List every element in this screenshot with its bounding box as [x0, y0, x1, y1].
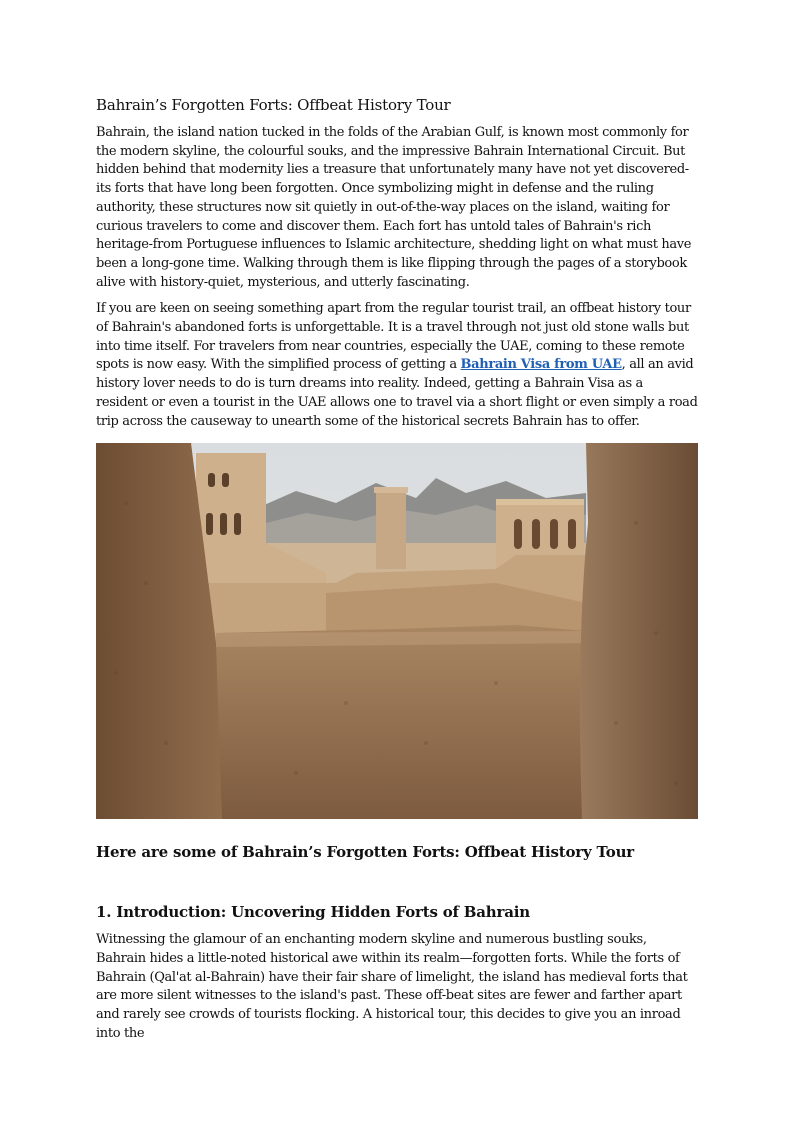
intro-paragraph: Bahrain, the island nation tucked in the folds of the Arabian Gulf, is known most commonly for the modern skyline, the colourful souks, and the impressive Bahrain International Circuit. But hidden behind that modernity lies a treasure that unfortunately many have not yet discovered-its forts that have long been forgotten. Once symbolizing might in defense and the ruling authority, these structures now sit quietly in out-of-the-way places on the island, waiting for curious travelers to come and discover them. Each fort has untold tales of Bahrain's rich heritage-from Portuguese influences to Islamic architecture, shedding light on what must have been a long-gone time. Walking through them is like flipping through the pages of a storybook alive with history-quiet, mysterious, and utterly fascinating. [96, 125, 692, 290]
bahrain-visa-link[interactable]: Bahrain Visa from UAE [460, 357, 622, 373]
introduction-paragraph: Witnessing the glamour of an enchanting modern skyline and numerous bustling souks, Bahrain hides a little-noted historical awe within its realm—forgotten forts. While the forts of Bahrain (Qal'at al-Bahrain) have their fair share of limelight, the island has medieval forts that are more silent witnesses to the island's past. These off-beat sites are fewer and farther apart and rarely see crowds of tourists flocking. A historical tour, this decides to give you an inroad into the [96, 932, 688, 1041]
visa-paragraph [96, 300, 698, 431]
subsection-heading: 1. Introduction: Uncovering Hidden Forts of Bahrain [96, 903, 530, 922]
visa-paragraph-text-after: , all an avid history lover needs to do is turn dreams into reality. Indeed, getting a Bahrain Visa as a resident or even a tourist in the UAE allows one to travel via a short flight or even simply a road trip across the causeway to unearth some of the historical secrets Bahrain has to offer. [96, 357, 698, 429]
fort-photo [96, 443, 698, 819]
visa-paragraph-text-before: If you are keen on seeing something apart from the regular tourist trail, an offbeat history tour of Bahrain's abandoned forts is unforgettable. It is a travel through not just old stone walls but into time itself. For travelers from near countries, especially the UAE, coming to these remote spots is now easy. With the simplified process of getting a [96, 301, 691, 373]
section-heading: Here are some of Bahrain’s Forgotten Forts: Offbeat History Tour [96, 843, 635, 862]
page-title: Bahrain’s Forgotten Forts: Offbeat History Tour [96, 96, 451, 114]
document-page [96, 94, 698, 1051]
